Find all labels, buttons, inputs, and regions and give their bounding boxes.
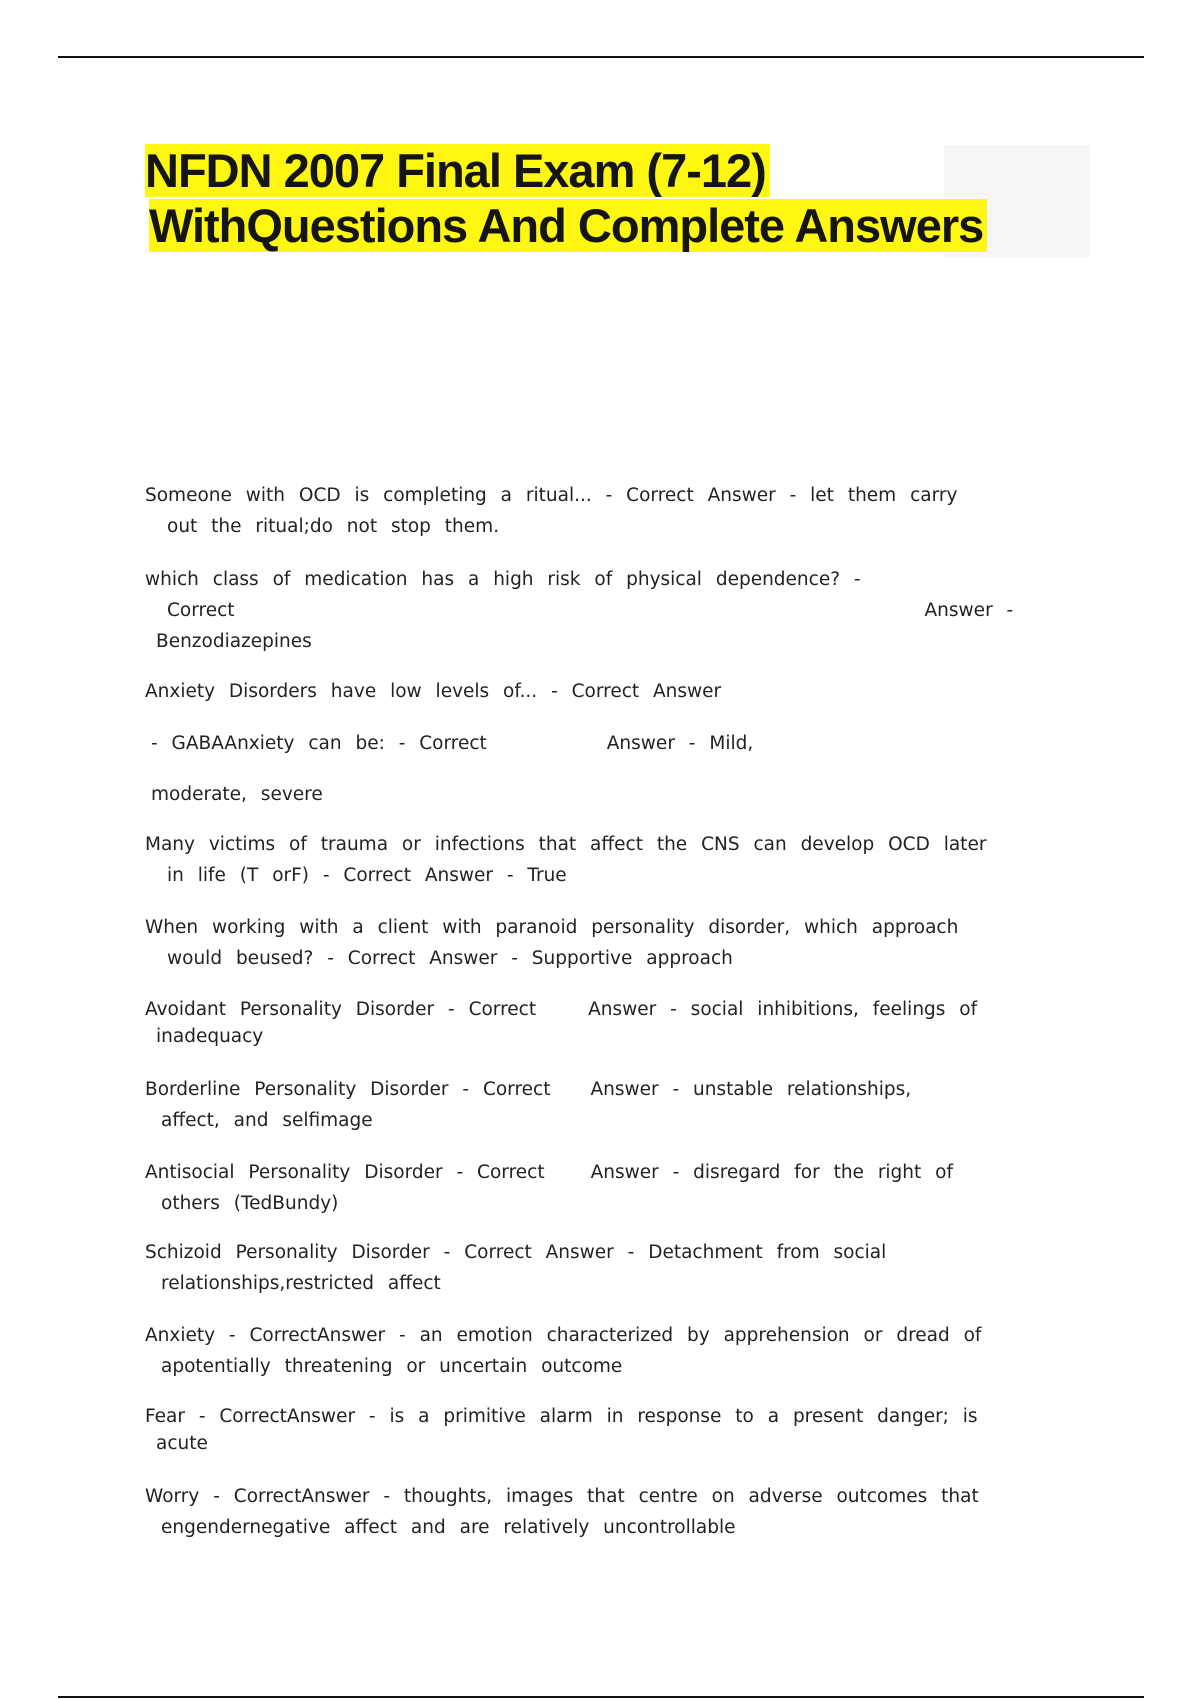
qa-line: Fear - CorrectAnswer - is a primitive alarm in response to a present danger; is xyxy=(145,1406,978,1427)
qa-item xyxy=(145,564,1013,657)
qa-line: Worry - CorrectAnswer - thoughts, images that centre on adverse outcomes that xyxy=(145,1486,979,1507)
qa-fragment: - GABAAnxiety can be: - Correct xyxy=(151,733,487,754)
qa-item xyxy=(145,1157,953,1219)
qa-line: Anxiety - CorrectAnswer - an emotion characterized by apprehension or dread of xyxy=(145,1325,982,1346)
qa-item xyxy=(145,912,958,974)
top-rule xyxy=(58,56,1144,58)
qa-item xyxy=(145,996,977,1050)
title-line-2 xyxy=(149,198,987,253)
qa-fragment: Answer - unstable relationships, xyxy=(590,1079,912,1100)
bottom-rule xyxy=(58,1696,1144,1698)
qa-fragment: Antisocial Personality Disorder - Correct xyxy=(145,1162,545,1183)
qa-item xyxy=(145,829,986,891)
qa-line: When working with a client with paranoid personality disorder, which approach xyxy=(145,917,959,938)
qa-item xyxy=(145,676,721,707)
qa-line: Benzodiazepines xyxy=(156,631,312,652)
qa-item xyxy=(145,779,323,810)
qa-line: others (TedBundy) xyxy=(161,1193,339,1214)
qa-line: Many victims of trauma or infections that affect the CNS can develop OCD later xyxy=(145,834,987,855)
title-line-1 xyxy=(145,143,987,198)
document-title xyxy=(145,143,987,253)
qa-line: engendernegative affect and are relatively uncontrollable xyxy=(161,1517,736,1538)
title-line-2-text: WithQuestions And Complete Answers xyxy=(149,199,987,252)
qa-fragment: Answer - xyxy=(924,600,1014,621)
qa-line: inadequacy xyxy=(156,1026,264,1047)
title-line-1-text: NFDN 2007 Final Exam (7-12) xyxy=(145,144,770,197)
qa-line xyxy=(145,728,753,759)
qa-line: in life (T orF) - Correct Answer - True xyxy=(167,865,567,886)
qa-line: affect, and selfimage xyxy=(161,1110,373,1131)
qa-line: which class of medication has a high risk of physical dependence? - xyxy=(145,569,861,590)
qa-line: Someone with OCD is completing a ritual... - Correct Answer - let them carry xyxy=(145,485,958,506)
qa-item xyxy=(145,1237,886,1299)
qa-fragment: Answer - disregard for the right of xyxy=(590,1162,953,1183)
qa-item xyxy=(145,1481,979,1543)
qa-line xyxy=(145,595,1013,626)
qa-fragment: Correct xyxy=(167,600,235,621)
qa-line: Schizoid Personality Disorder - Correct Answer - Detachment from social xyxy=(145,1242,887,1263)
qa-line xyxy=(145,996,977,1023)
qa-fragment: Borderline Personality Disorder - Correct xyxy=(145,1079,551,1100)
qa-item xyxy=(145,1074,911,1136)
qa-fragment: Answer - social inhibitions, feelings of xyxy=(588,999,978,1020)
qa-fragment: Answer - Mild, xyxy=(606,733,754,754)
qa-line: out the ritual;do not stop them. xyxy=(167,516,500,537)
qa-line: acute xyxy=(156,1433,208,1454)
qa-line xyxy=(145,1157,953,1188)
qa-item xyxy=(145,1403,978,1457)
qa-line: would beused? - Correct Answer - Supportive approach xyxy=(167,948,733,969)
qa-line: apotentially threatening or uncertain outcome xyxy=(161,1356,623,1377)
qa-line: relationships,restricted affect xyxy=(161,1273,441,1294)
qa-item xyxy=(145,480,957,542)
qa-fragment: Avoidant Personality Disorder - Correct xyxy=(145,999,537,1020)
qa-line: Anxiety Disorders have low levels of... - Correct Answer xyxy=(145,681,722,702)
qa-line xyxy=(145,1074,911,1105)
qa-item xyxy=(145,1320,981,1382)
qa-item xyxy=(145,728,753,759)
qa-line: moderate, severe xyxy=(151,784,323,805)
